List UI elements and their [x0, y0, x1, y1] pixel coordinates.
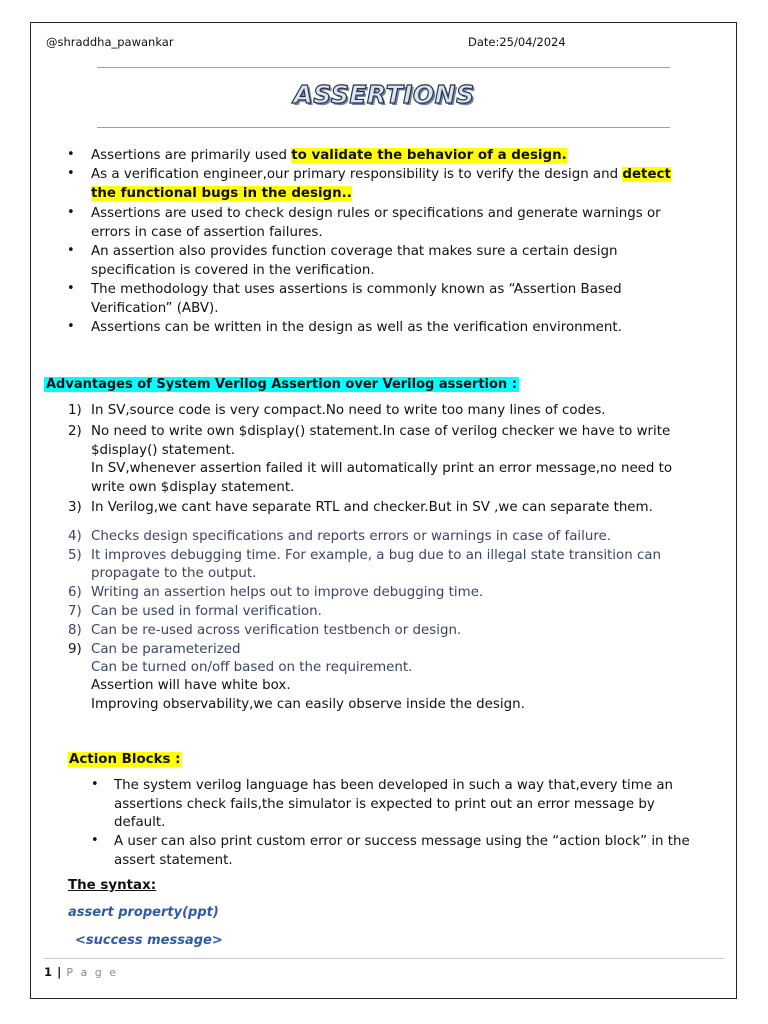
list-item: The methodology that uses assertions is commonly known as “Assertion Based: [91, 282, 622, 297]
document-date: Date:25/04/2024: [468, 35, 566, 49]
list-number: 9): [68, 642, 82, 657]
list-item: Writing an assertion helps out to improve debugging time.: [91, 585, 484, 600]
advantages-heading: Advantages of System Verilog Assertion over Verilog assertion :: [46, 377, 517, 392]
list-item: Can be used in formal verification.: [91, 604, 322, 619]
list-item: An assertion also provides function coverage that makes sure a certain design: [91, 244, 618, 259]
list-item-continuation: $display() statement.: [91, 443, 235, 458]
list-item-continuation: In SV,whenever assertion failed it will automatically print an error message,no need to: [91, 461, 673, 476]
page-footer: [44, 961, 118, 980]
list-number: 7): [68, 604, 82, 619]
bullet-dot: •: [67, 166, 75, 181]
list-item-continuation: Assertion will have white box.: [91, 678, 291, 693]
footer-divider: [44, 958, 724, 959]
list-number: 8): [68, 623, 82, 638]
list-item-continuation: Can be turned on/off based on the requirement.: [91, 660, 413, 675]
list-number: 4): [68, 529, 82, 544]
list-item: Can be parameterized: [91, 642, 241, 657]
list-number: 3): [68, 500, 82, 515]
top-divider: [97, 67, 670, 68]
page-label: P a g e: [66, 966, 119, 979]
bullet-dot: •: [67, 205, 75, 220]
list-item: Can be re-used across verification testbench or design.: [91, 623, 462, 638]
bullet-dot: •: [67, 147, 75, 162]
page-number: 1: [44, 965, 53, 979]
bullet-dot: •: [67, 281, 75, 296]
list-item-continuation: default.: [114, 815, 166, 830]
list-item: Assertions are used to check design rules or specifications and generate warnings or: [91, 206, 661, 221]
list-item: Checks design specifications and reports errors or warnings in case of failure.: [91, 529, 612, 544]
code-line: <success message>: [75, 933, 223, 948]
list-item: As a verification engineer,our primary responsibility is to verify the design and detect: [91, 167, 671, 182]
list-item-continuation: write own $display statement.: [91, 480, 295, 495]
footer-separator: |: [57, 965, 62, 979]
list-item-continuation: assert statement.: [114, 853, 233, 868]
list-number: 5): [68, 548, 82, 563]
list-number: 6): [68, 585, 82, 600]
bullet-dot: •: [67, 319, 75, 334]
list-item: In SV,source code is very compact.No need to write too many lines of codes.: [91, 403, 606, 418]
bullet-dot: •: [91, 833, 99, 848]
list-number: 1): [68, 403, 82, 418]
page-title: ASSERTIONS: [293, 80, 475, 109]
code-line: assert property(ppt): [68, 905, 219, 920]
list-number: 2): [68, 424, 82, 439]
action-blocks-heading: Action Blocks :: [69, 752, 181, 767]
bullet-dot: •: [91, 777, 99, 792]
list-item: It improves debugging time. For example, a bug due to an illegal state transition can: [91, 548, 662, 563]
list-item: Assertions can be written in the design as well as the verification environment.: [91, 320, 622, 335]
list-item-continuation: the functional bugs in the design..: [91, 186, 352, 201]
author-handle: @shraddha_pawankar: [46, 35, 174, 49]
list-item: Assertions are primarily used to validate the behavior of a design.: [91, 148, 567, 163]
list-item-continuation: assertions check fails,the simulator is expected to print out an error message by: [114, 797, 655, 812]
list-item-continuation: propagate to the output.: [91, 566, 257, 581]
list-item: In Verilog,we cant have separate RTL and checker.But in SV ,we can separate them.: [91, 500, 653, 515]
list-item-continuation: Verification” (ABV).: [91, 301, 219, 316]
list-item: A user can also print custom error or success message using the “action block” in the: [114, 834, 690, 849]
bullet-dot: •: [67, 243, 75, 258]
syntax-heading: The syntax:: [68, 878, 157, 893]
list-item-continuation: Improving observability,we can easily observe inside the design.: [91, 697, 525, 712]
title-divider: [97, 127, 670, 128]
list-item: No need to write own $display() statement.In case of verilog checker we have to write: [91, 424, 671, 439]
list-item-continuation: errors in case of assertion failures.: [91, 225, 323, 240]
list-item: The system verilog language has been developed in such a way that,every time an: [114, 778, 674, 793]
list-item-continuation: specification is covered in the verification.: [91, 263, 375, 278]
